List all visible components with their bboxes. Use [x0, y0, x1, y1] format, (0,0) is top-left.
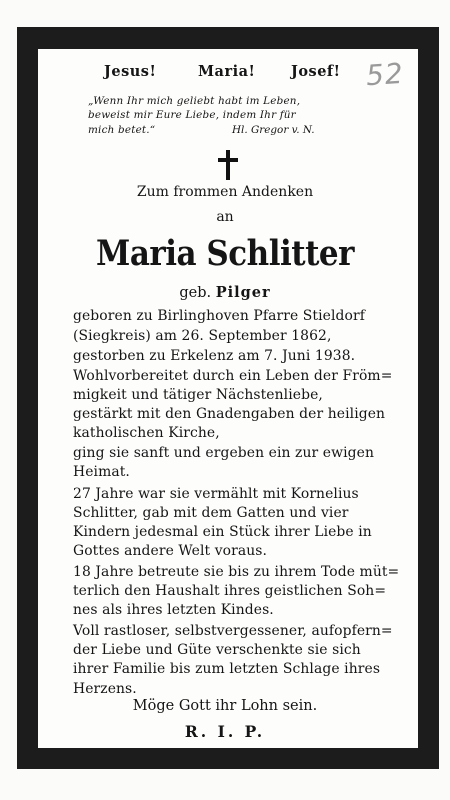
quote-line: beweist mir Eure Liebe, indem Ihr für	[88, 109, 296, 121]
quote-line: mich betet.“	[88, 124, 156, 136]
body-line: Wohlvorbereitet durch ein Leben der Fröm=	[73, 368, 393, 384]
body-line: Heimat.	[73, 464, 130, 480]
body-line: der Liebe und Güte verschenkte sie sich	[73, 642, 361, 658]
invocation-maria: Maria!	[198, 63, 256, 80]
maiden-prefix: geb.	[179, 285, 212, 301]
quote-attribution: Hl. Gregor v. N.	[232, 124, 315, 136]
invocation-josef: Josef!	[291, 63, 341, 80]
rip-text: R. I. P.	[184, 722, 266, 741]
body-line: Kindern jedesmal ein Stück ihrer Liebe in	[73, 524, 372, 540]
invocation-jesus: Jesus!	[104, 63, 157, 80]
body-line: migkeit und tätiger Nächstenliebe,	[73, 387, 323, 403]
body-line: (Siegkreis) am 26. September 1862,	[73, 328, 332, 344]
body-line: 27 Jahre war sie vermählt mit Kornelius	[73, 486, 359, 502]
deceased-name: Maria Schlitter	[96, 233, 354, 275]
body-line: Voll rastloser, selbstvergessener, aufopfern=	[73, 623, 393, 639]
an-line: an	[216, 209, 234, 225]
body-line: geboren zu Birlinghoven Pfarre Stieldorf	[73, 308, 365, 324]
handwritten-number: 52	[364, 56, 405, 93]
maiden-name: Pilger	[215, 284, 271, 301]
quote-line: „Wenn Ihr mich geliebt habt im Leben,	[88, 95, 301, 107]
body-line: Gottes andere Welt voraus.	[73, 543, 268, 559]
body-line: katholischen Kirche,	[73, 425, 220, 441]
body-line: Schlitter, gab mit dem Gatten und vier	[73, 505, 349, 521]
body-line: Herzens.	[73, 681, 137, 697]
cross-icon	[217, 150, 239, 180]
body-line: terlich den Haushalt ihres geistlichen Soh=	[73, 583, 387, 599]
body-line: ihrer Familie bis zum letzten Schlage ihres	[73, 661, 381, 677]
body-line: gestärkt mit den Gnadengaben der heiligen	[73, 406, 386, 422]
memorial-heading: Zum frommen Andenken	[136, 184, 314, 200]
body-line: gestorben zu Erkelenz am 7. Juni 1938.	[73, 348, 356, 364]
body-line: nes als ihres letzten Kindes.	[73, 602, 274, 618]
body-line: 18 Jahre betreute sie bis zu ihrem Tode müt=	[73, 564, 400, 580]
body-line: ging sie sanft und ergeben ein zur ewigen	[73, 445, 374, 461]
closing-prayer: Möge Gott ihr Lohn sein.	[132, 698, 318, 714]
maiden-name-line	[0, 284, 450, 301]
